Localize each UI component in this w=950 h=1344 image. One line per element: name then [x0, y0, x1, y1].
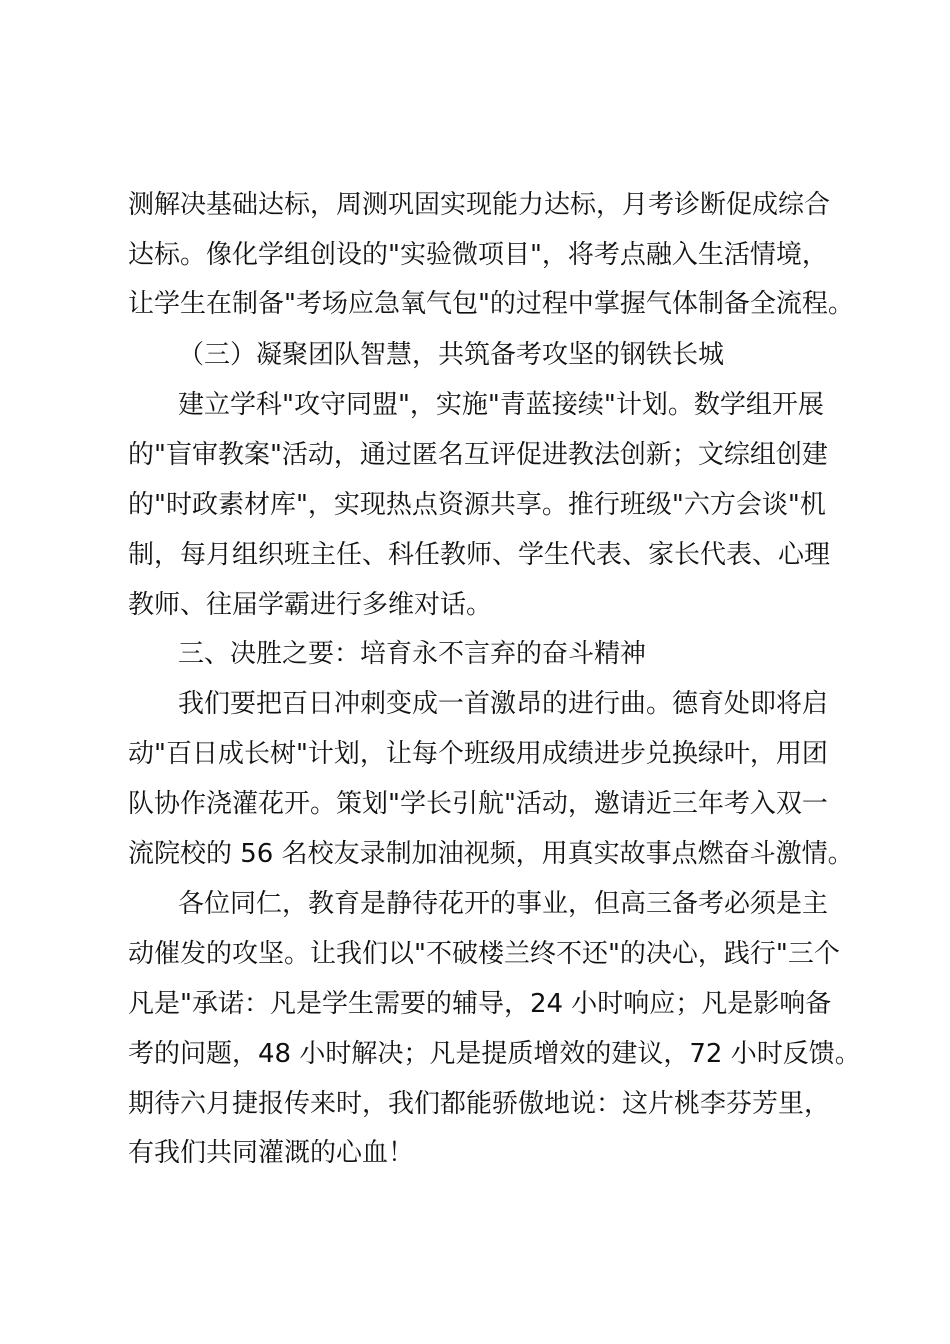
text-line: 的"时政素材库"，实现热点资源共享。推行班级"六方会谈"机: [128, 490, 826, 520]
text-line: 建立学科"攻守同盟"，实施"青蓝接续"计划。数学组开展: [178, 390, 824, 420]
text-line: 的"盲审教案"活动，通过匿名互评促进教法创新；文综组创建: [128, 440, 828, 470]
text-line: 让学生在制备"考场应急氧气包"的过程中掌握气体制备全流程。: [128, 289, 854, 319]
text-line: 有我们共同灌溉的心血！: [128, 1138, 415, 1168]
text-line: 考的问题，48 小时解决；凡是提质增效的建议，72 小时反馈。: [128, 1039, 861, 1069]
text-line: 队协作浇灌花开。策划"学长引航"活动，邀请近三年考入双一: [128, 789, 828, 819]
text-line: 动"百日成长树"计划，让每个班级用成绩进步兑换绿叶，用团: [128, 739, 828, 769]
text-line: 各位同仁，教育是静待花开的事业，但高三备考必须是主: [178, 889, 829, 919]
text-line: 我们要把百日冲刺变成一首激昂的进行曲。德育处即将启: [178, 689, 829, 719]
text-line: 达标。像化学组创设的"实验微项目"，将考点融入生活情境，: [128, 240, 828, 270]
text-line: 期待六月捷报传来时，我们都能骄傲地说：这片桃李芬芳里，: [128, 1089, 831, 1119]
text-line: 流院校的 56 名校友录制加油视频，用真实故事点燃奋斗激情。: [128, 839, 854, 869]
text-line: 动催发的攻坚。让我们以"不破楼兰终不还"的决心，践行"三个: [128, 939, 840, 969]
text-line: 凡是"承诺：凡是学生需要的辅导，24 小时响应；凡是影响备: [128, 989, 832, 1019]
section-heading: 三、决胜之要：培育永不言弃的奋斗精神: [178, 639, 647, 669]
text-line: 教师、往届学霸进行多维对话。: [128, 590, 493, 620]
section-heading: （三）凝聚团队智慧，共筑备考攻坚的钢铁长城: [178, 340, 725, 370]
text-line: 测解决基础达标，周测巩固实现能力达标，月考诊断促成综合: [128, 190, 831, 220]
text-line: 制，每月组织班主任、科任教师、学生代表、家长代表、心理: [128, 540, 831, 570]
